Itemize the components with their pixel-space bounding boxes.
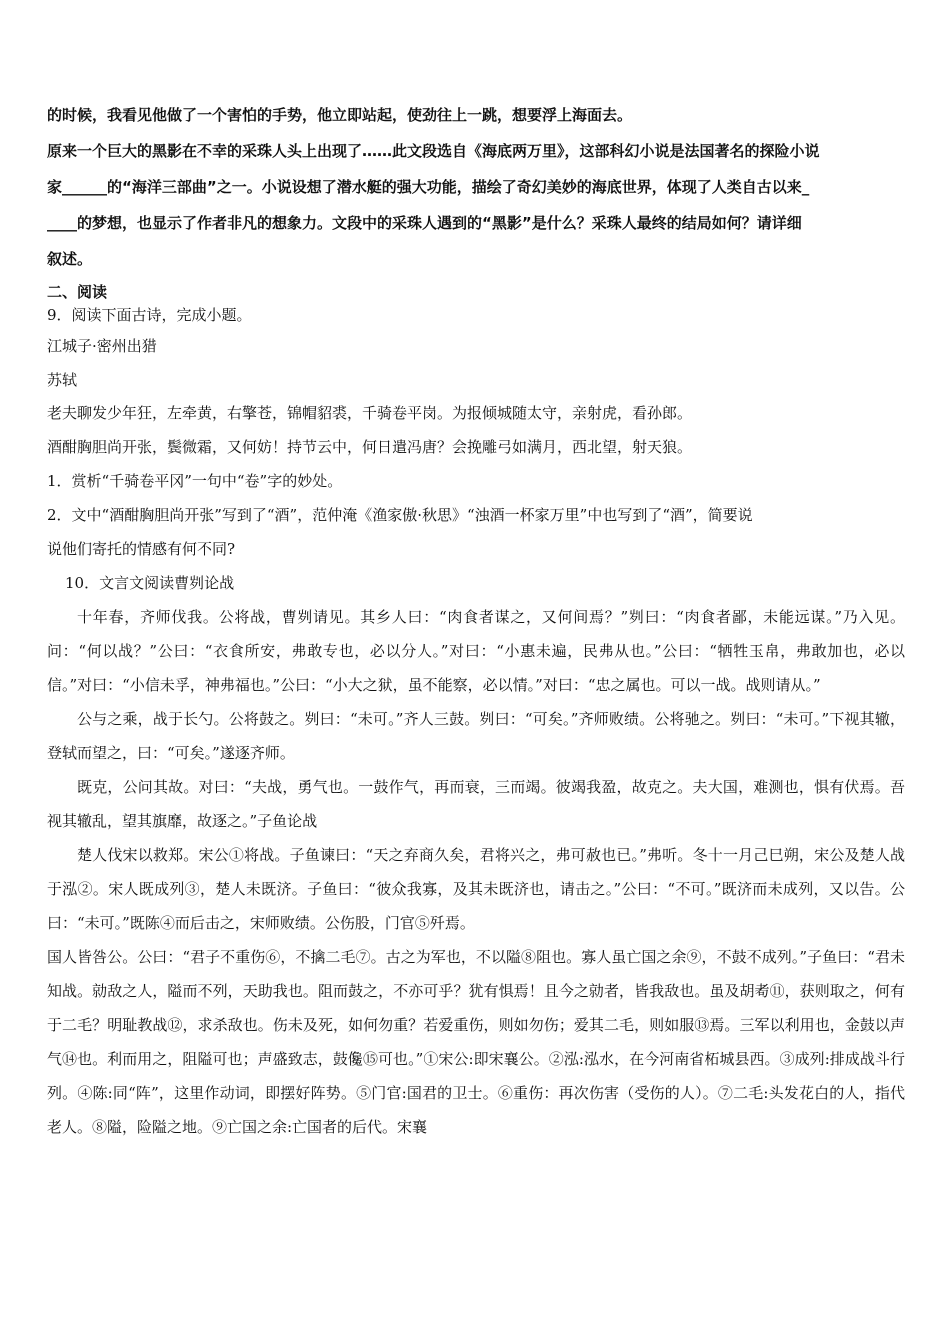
question-8-line-1: 原来一个巨大的黑影在不幸的采珠人头上出现了……此文段选自《海底两万里》，这部科幻小说是法国著名的探险小说 — [47, 142, 820, 160]
poem-line: 老夫聊发少年狂，左牵黄，右擎苍，锦帽貂裘，千骑卷平岗。为报倾城随太守，亲射虎，看孙郎。 — [47, 404, 693, 422]
question-9-1: 1．赏析“千骑卷平冈”一句中“卷”字的妙处。 — [47, 472, 343, 490]
question-8-line-3: ____的梦想，也显示了作者非凡的想象力。文段中的采珠人遇到的“黑影”是什么？采珠人最终的结局如何？请详细 — [47, 214, 802, 232]
classical-text-paragraph: 既克，公问其故。对曰：“夫战，勇气也。一鼓作气，再而衰，三而竭。彼竭我盈，故克之。夫大国，难测也，惧有伏焉。吾视其辙乱，望其旗靡，故逐之。”子鱼论战 — [47, 778, 905, 830]
question-9-2-line-2: 说他们寄托的情感有何不同? — [47, 540, 236, 558]
classical-text-paragraph: 十年春，齐师伐我。公将战，曹刿请见。其乡人曰：“肉食者谋之，又何间焉？”刿曰：“肉食者鄙，未能远谋。”乃入见。问：“何以战？”公曰：“衣食所安，弗敢专也，必以分人。”对曰：“小惠未遍，民弗从也。”公曰：“牺牲玉帛，弗敢加也，必以信。”对曰：“小信未孚，神弗福也。”公曰：“小大之狱，虽不能察，必以情。”对曰：“忠之属也。可以一战。战则请从。” — [47, 608, 905, 694]
question-8-line-4: 叙述。 — [47, 250, 93, 268]
classical-text-paragraph: 公与之乘，战于长勺。公将鼓之。刿曰：“未可。”齐人三鼓。刿曰：“可矣。”齐师败绩。公将驰之。刿曰：“未可。”下视其辙，登轼而望之，曰：“可矣。”遂逐齐师。 — [47, 710, 905, 762]
classical-text-paragraph: 国人皆咎公。公曰：“君子不重伤⑥，不擒二毛⑦。古之为军也，不以隘⑧阻也。寡人虽亡国之余⑨，不鼓不成列。”子鱼曰：“君未知战。勍敌之人，隘而不列，天助我也。阻而鼓之，不亦可乎？犹有惧焉！且今之勍者，皆我敌也。虽及胡耇⑪，获则取之，何有于二毛？明耻教战⑫，求杀敌也。伤未及死，如何勿重？若爱重伤，则如勿伤；爱其二毛，则如服⑬焉。三军以利用也，金鼓以声气⑭也。利而用之，阻隘可也；声盛致志，鼓儳⑮可也。”①宋公:即宋襄公。②泓:泓水，在今河南省柘城县西。③成列:排成战斗行列。④陈:同“阵”，这里作动词，即摆好阵势。⑤门官:国君的卫士。⑥重伤：再次伤害（受伤的人）。⑦二毛:头发花白的人，指代老人。⑧隘，险隘之地。⑨亡国之余:亡国者的后代。宋襄 — [47, 948, 905, 1136]
question-9 — [47, 301, 905, 566]
excerpt-line: 的时候，我看见他做了一个害怕的手势，他立即站起，使劲往上一跳，想要浮上海面去。 — [47, 106, 633, 124]
poem-line: 酒酣胸胆尚开张，鬓微霜，又何妨！持节云中，何日遣冯唐？会挽雕弓如满月，西北望，射天狼。 — [47, 437, 693, 456]
poem-author: 苏轼 — [47, 370, 78, 389]
classical-text-paragraph: 楚人伐宋以救郑。宋公①将战。子鱼谏曰：“天之弃商久矣，君将兴之，弗可赦也已。”弗听。冬十一月己巳朔，宋公及楚人战于泓②。宋人既成列③，楚人未既济。子鱼曰：“彼众我寡，及其未既济也，请击之。”公曰：“不可。”既济而未成列，又以告。公曰：“未可。”既陈④而后击之，宋师败绩。公伤股，门官⑤歼焉。 — [47, 846, 905, 932]
excerpt-section — [47, 97, 905, 277]
question-10 — [47, 566, 905, 1144]
section-heading-reading: 二、阅读 — [47, 283, 108, 301]
question-9-2-line-1: 2．文中“酒酣胸胆尚开张”写到了“酒”，范仲淹《渔家傲·秋思》“浊酒一杯家万里”中也写到了“酒”，简要说 — [47, 506, 753, 524]
poem-title: 江城子·密州出猎 — [47, 337, 157, 355]
document-body — [47, 97, 905, 1144]
question-9-prompt: 9．阅读下面古诗，完成小题。 — [47, 306, 252, 324]
question-8-line-2: 家______的“海洋三部曲”之一。小说设想了潜水艇的强大功能，描绘了奇幻美妙的海底世界，体现了人类自古以来_ — [47, 178, 810, 196]
question-10-prompt: 10．文言文阅读曹刿论战 — [65, 574, 235, 592]
